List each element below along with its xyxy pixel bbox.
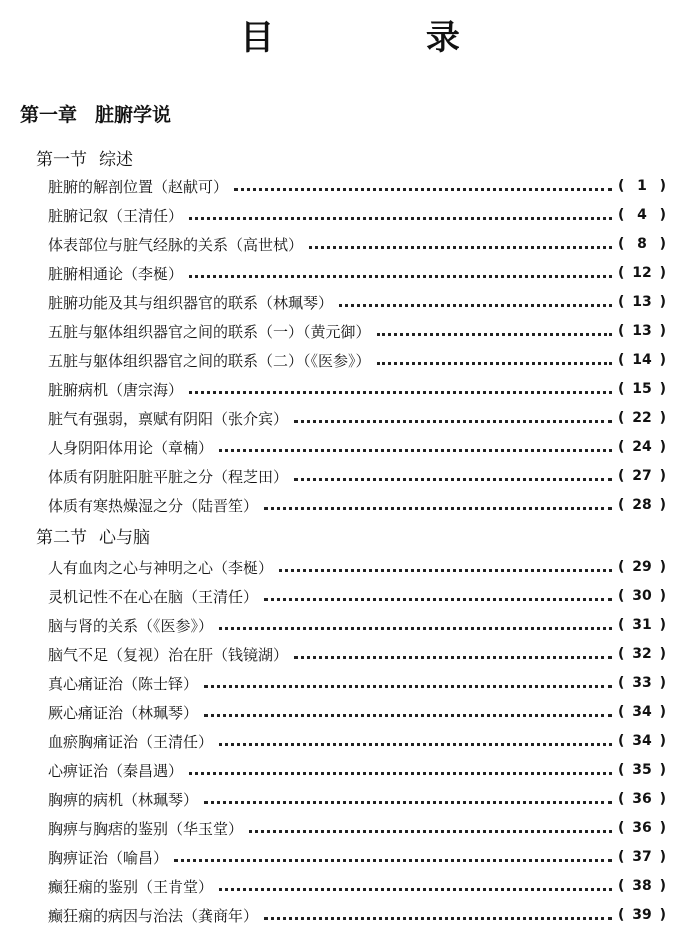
dot-leader [189, 275, 612, 278]
entry-title: 厥心痛证治（林珮琴） [48, 703, 199, 722]
entry-page: ( 1 ) [618, 178, 666, 194]
entry-title: 胸痹证治（喻昌） [48, 848, 169, 867]
dot-leader [174, 859, 612, 862]
toc-entry[interactable] [48, 669, 666, 697]
section-heading [36, 524, 150, 552]
dot-leader [294, 656, 612, 659]
entry-page: ( 12 ) [618, 265, 666, 281]
entry-title: 人有血肉之心与神明之心（李梴） [48, 558, 274, 577]
entry-page: ( 30 ) [618, 588, 666, 604]
dot-leader [309, 246, 612, 249]
entry-title: 心痹证治（秦昌遇） [48, 761, 184, 780]
dot-leader [219, 743, 612, 746]
toc-entry[interactable] [48, 872, 666, 900]
toc-entry[interactable] [48, 462, 666, 490]
section-name: 综述 [99, 150, 133, 170]
dot-leader [377, 362, 612, 365]
entry-title: 胸痹与胸痞的鉴别（华玉堂） [48, 819, 244, 838]
dot-leader [219, 449, 612, 452]
dot-leader [189, 772, 612, 775]
dot-leader [219, 888, 612, 891]
toc-entry[interactable] [48, 404, 666, 432]
toc-entry[interactable] [48, 346, 666, 374]
entry-title: 脏腑功能及其与组织器官的联系（林珮琴） [48, 293, 334, 312]
section-number: 第二节 [36, 528, 87, 548]
toc-entry[interactable] [48, 172, 666, 200]
entry-page: ( 28 ) [618, 497, 666, 513]
entry-title: 血瘀胸痛证治（王清任） [48, 732, 214, 751]
entry-page: ( 33 ) [618, 675, 666, 691]
dot-leader [377, 333, 612, 336]
dot-leader [279, 569, 612, 572]
entry-title: 脏气有强弱，禀赋有阴阳（张介宾） [48, 409, 289, 428]
entry-page: ( 8 ) [618, 236, 666, 252]
entry-title: 灵机记性不在心在脑（王清任） [48, 587, 259, 606]
entry-title: 体表部位与脏气经脉的关系（高世栻） [48, 235, 304, 254]
dot-leader [234, 188, 612, 191]
toc-entry[interactable] [48, 553, 666, 581]
entry-title: 真心痛证治（陈士铎） [48, 674, 199, 693]
dot-leader [339, 304, 612, 307]
toc-entry[interactable] [48, 288, 666, 316]
dot-leader [204, 714, 612, 717]
dot-leader [264, 598, 612, 601]
entry-page: ( 39 ) [618, 907, 666, 923]
toc-entry[interactable] [48, 727, 666, 755]
entry-page: ( 27 ) [618, 468, 666, 484]
entry-page: ( 24 ) [618, 439, 666, 455]
entry-page: ( 4 ) [618, 207, 666, 223]
entry-title: 癫狂痫的病因与治法（龚商年） [48, 906, 259, 925]
toc-entry[interactable] [48, 814, 666, 842]
toc-entry[interactable] [48, 640, 666, 668]
chapter-name: 脏腑学说 [95, 104, 172, 126]
toc-entry[interactable] [48, 611, 666, 639]
toc-entry[interactable] [48, 230, 666, 258]
toc-entry[interactable] [48, 201, 666, 229]
entry-title: 脑气不足（复视）治在肝（钱镜湖） [48, 645, 289, 664]
page-title: 目 录 [240, 18, 530, 58]
dot-leader [204, 685, 612, 688]
dot-leader [264, 917, 612, 920]
entry-page: ( 37 ) [618, 849, 666, 865]
entry-page: ( 34 ) [618, 704, 666, 720]
section-heading [36, 146, 133, 174]
toc-entry[interactable] [48, 756, 666, 784]
section-name: 心与脑 [99, 528, 150, 548]
entry-title: 人身阴阳体用论（章楠） [48, 438, 214, 457]
chapter-number: 第一章 [20, 104, 78, 126]
dot-leader [204, 801, 612, 804]
entry-page: ( 31 ) [618, 617, 666, 633]
dot-leader [294, 478, 612, 481]
toc-entry[interactable] [48, 433, 666, 461]
toc-entry[interactable] [48, 785, 666, 813]
entry-title: 体质有寒热燥湿之分（陆晋笙） [48, 496, 259, 515]
chapter-heading [20, 100, 171, 130]
toc-entry[interactable] [48, 901, 666, 929]
entry-page: ( 13 ) [618, 294, 666, 310]
entry-page: ( 22 ) [618, 410, 666, 426]
dot-leader [189, 391, 612, 394]
toc-entry[interactable] [48, 698, 666, 726]
entry-title: 胸痹的病机（林珮琴） [48, 790, 199, 809]
entry-title: 脏腑病机（唐宗海） [48, 380, 184, 399]
entry-title: 脏腑记叙（王清任） [48, 206, 184, 225]
dot-leader [219, 627, 612, 630]
dot-leader [189, 217, 612, 220]
entry-page: ( 15 ) [618, 381, 666, 397]
entry-title: 癫狂痫的鉴别（王肯堂） [48, 877, 214, 896]
dot-leader [294, 420, 612, 423]
entry-title: 五脏与躯体组织器官之间的联系（二）（《医参》） [48, 351, 371, 370]
entry-title: 五脏与躯体组织器官之间的联系（一）（黄元御） [48, 322, 371, 341]
entry-page: ( 29 ) [618, 559, 666, 575]
entry-page: ( 35 ) [618, 762, 666, 778]
dot-leader [249, 830, 612, 833]
entry-page: ( 13 ) [618, 323, 666, 339]
section-number: 第一节 [36, 150, 87, 170]
toc-entry[interactable] [48, 375, 666, 403]
entry-page: ( 38 ) [618, 878, 666, 894]
toc-entry[interactable] [48, 582, 666, 610]
entry-title: 脏腑的解剖位置（赵献可） [48, 177, 229, 196]
entry-title: 脑与肾的关系（《医参》） [48, 616, 214, 635]
toc-entry[interactable] [48, 259, 666, 287]
entry-page: ( 34 ) [618, 733, 666, 749]
entry-page: ( 14 ) [618, 352, 666, 368]
entry-title: 体质有阴脏阳脏平脏之分（程芝田） [48, 467, 289, 486]
entry-page: ( 32 ) [618, 646, 666, 662]
toc-entry[interactable] [48, 491, 666, 519]
toc-entry[interactable] [48, 317, 666, 345]
entry-page: ( 36 ) [618, 791, 666, 807]
entry-title: 脏腑相通论（李梴） [48, 264, 184, 283]
toc-entry[interactable] [48, 843, 666, 871]
dot-leader [264, 507, 612, 510]
entry-page: ( 36 ) [618, 820, 666, 836]
